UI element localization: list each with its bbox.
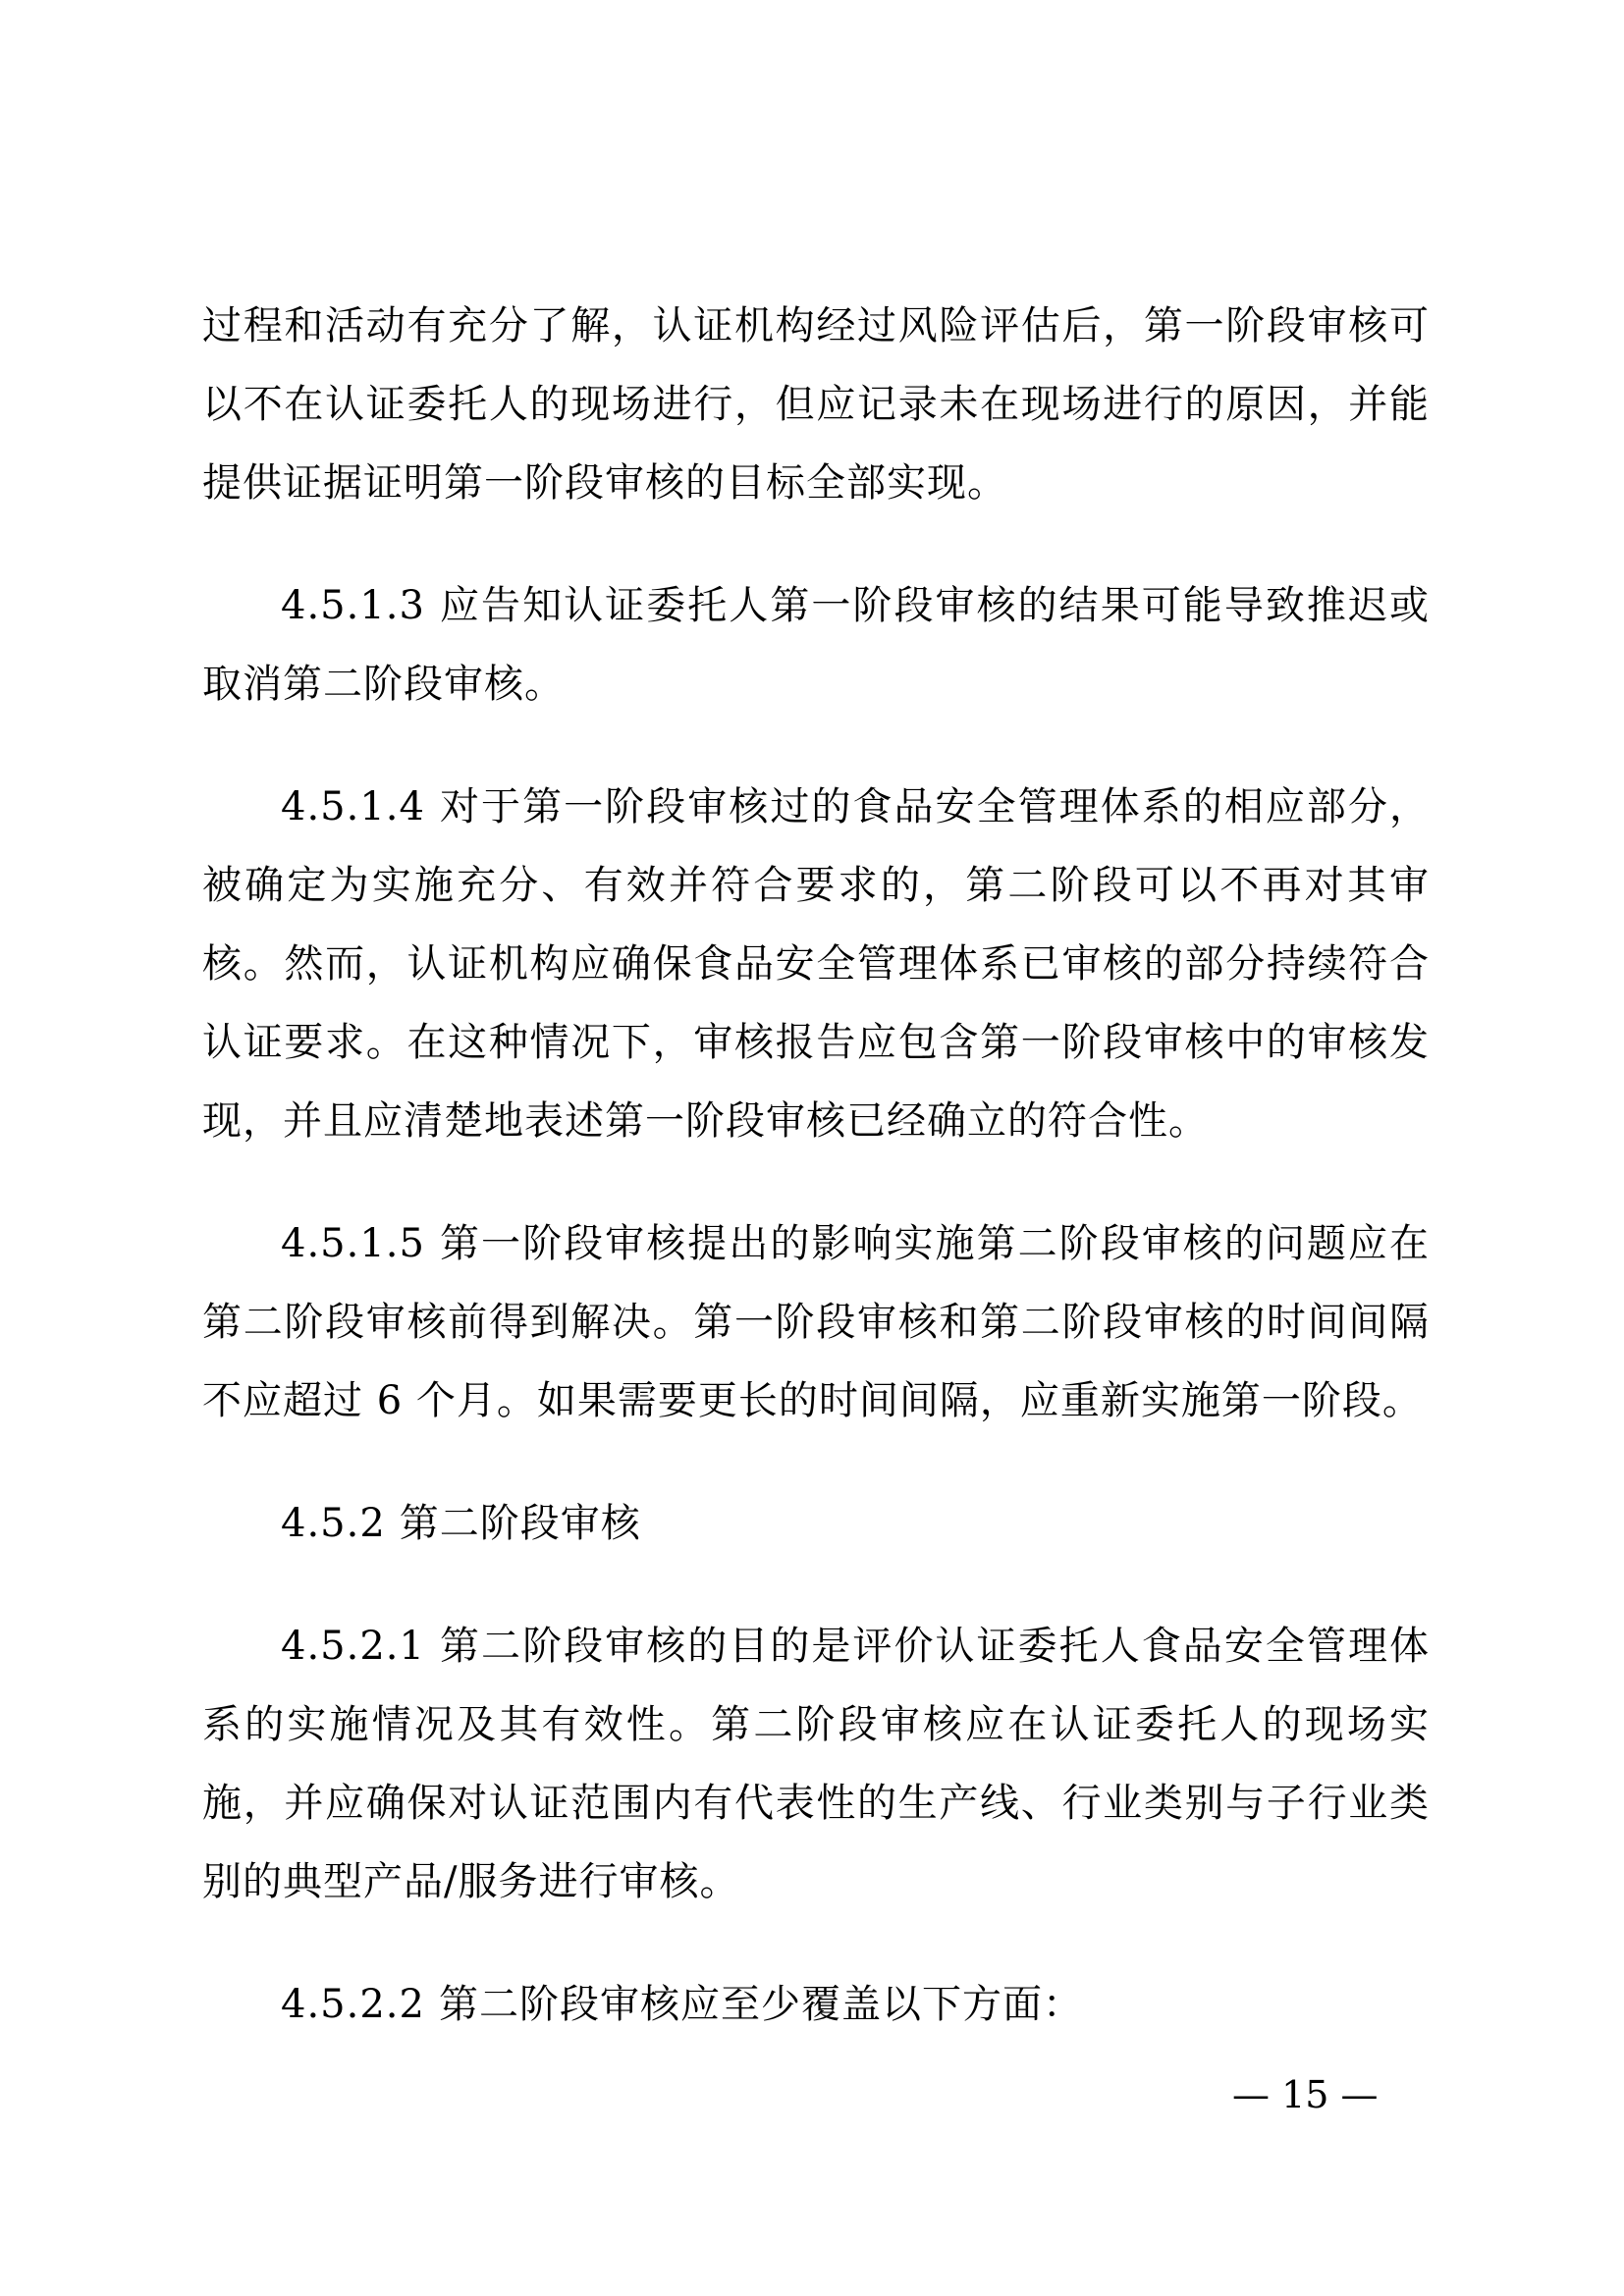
- paragraph-4-5-1-3: [202, 566, 1430, 723]
- document-body: [202, 287, 1430, 2088]
- clause-number: 4.5.1.3: [281, 583, 425, 628]
- paragraph-continuation: [202, 287, 1430, 522]
- paragraph-text: 第二阶段审核的目的是评价认证委托人食品安全管理体系的实施情况及其有效性。第二阶段审核应在认证委托人的现场实施，并应确保对认证范围内有代表性的生产线、行业类别与子行业类别的典型产品/服务进行审核。: [202, 1624, 1430, 1904]
- paragraph-4-5-2-1: [202, 1607, 1430, 1921]
- paragraph-4-5-1-4: [202, 768, 1430, 1160]
- paragraph-text: 第一阶段审核提出的影响实施第二阶段审核的问题应在第二阶段审核前得到解决。第一阶段审核和第二阶段审核的时间间隔不应超过 6 个月。如果需要更长的时间间隔，应重新实施第一阶段。: [202, 1221, 1430, 1423]
- page-number: — 15 —: [1232, 2073, 1379, 2116]
- section-heading-4-5-2: [202, 1484, 1430, 1563]
- paragraph-4-5-2-2: [202, 1965, 1430, 2044]
- section-heading-text: 第二阶段审核: [399, 1501, 641, 1546]
- paragraph-text: 过程和活动有充分了解，认证机构经过风险评估后，第一阶段审核可以不在认证委托人的现场进行，但应记录未在现场进行的原因，并能提供证据证明第一阶段审核的目标全部实现。: [202, 303, 1430, 506]
- clause-number: 4.5.1.4: [281, 784, 425, 829]
- clause-number: 4.5.2.1: [281, 1624, 425, 1669]
- clause-number: 4.5.1.5: [281, 1221, 425, 1266]
- paragraph-text: 第二阶段审核应至少覆盖以下方面：: [438, 1982, 1083, 2027]
- paragraph-text: 应告知认证委托人第一阶段审核的结果可能导致推迟或取消第二阶段审核。: [202, 583, 1430, 707]
- paragraph-text: 对于第一阶段审核过的食品安全管理体系的相应部分，被确定为实施充分、有效并符合要求的，第二阶段可以不再对其审核。然而，认证机构应确保食品安全管理体系已审核的部分持续符合认证要求。在这种情况下，审核报告应包含第一阶段审核中的审核发现，并且应清楚地表述第一阶段审核已经确立的符合性。: [202, 784, 1430, 1144]
- paragraph-4-5-1-5: [202, 1204, 1430, 1440]
- clause-number: 4.5.2.2: [281, 1982, 425, 2027]
- clause-number: 4.5.2: [281, 1501, 386, 1546]
